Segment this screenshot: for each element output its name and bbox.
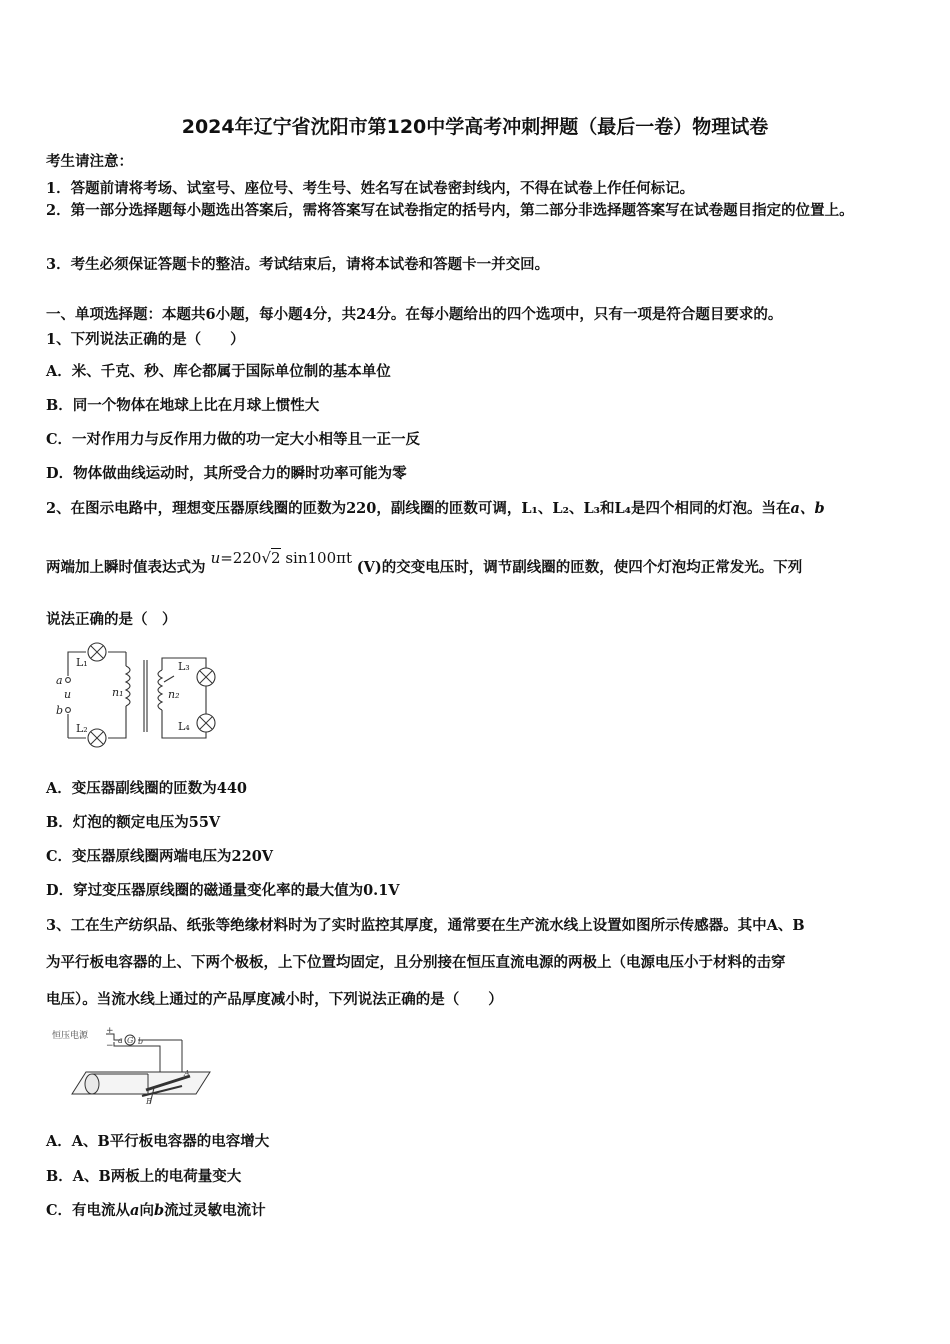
q1-option-b[interactable]: B．同一个物体在地球上比在月球上惯性大 [46, 397, 320, 414]
label-n1: n₁ [112, 686, 124, 699]
label-plate-a: A [184, 1069, 190, 1078]
label-q3-b: b [138, 1037, 144, 1046]
q2-option-c[interactable]: C．变压器原线圈两端电压为220V [46, 848, 274, 865]
q1-stem: 1、下列说法正确的是（ ） [46, 331, 245, 348]
q3-option-b[interactable]: B．A、B两板上的电荷量变大 [46, 1168, 242, 1185]
q3-c-mid: 向 [139, 1202, 154, 1219]
q1-option-a[interactable]: A．米、千克、秒、库仑都属于国际单位制的基本单位 [46, 363, 391, 380]
notice-item-2: 2．第一部分选择题每小题选出答案后，需将答案写在试卷指定的括号内，第二部分非选择题答案写在试卷题目指定的位置上。 [46, 202, 854, 219]
label-q3-a: a [118, 1036, 123, 1045]
q2-option-b[interactable]: B．灯泡的额定电压为55V [46, 814, 221, 831]
transformer-circuit-figure [48, 640, 228, 752]
q2-stem-tail: (V)的交变电压时，调节副线圈的匝数，使四个灯泡均正常发光。下列 [356, 559, 803, 576]
q3-stem-line3: 电压）。当流水线上通过的产品厚度减小时，下列说法正确的是（ ） [46, 991, 503, 1008]
q2-stem-lead: 两端加上瞬时值表达式为 [46, 559, 206, 576]
label-b: b [56, 704, 64, 717]
q3-stem-line2: 为平行板电容器的上、下两个极板，上下位置均固定，且分别接在恒压直流电源的两极上（电源电压小于材料的击穿 [46, 954, 786, 971]
label-l2: L₂ [76, 722, 88, 735]
section-heading: 一、单项选择题：本题共6小题，每小题4分，共24分。在每小题给出的四个选项中，只有一项是符合题目要求的。 [46, 306, 783, 323]
terminal-a-icon [66, 678, 71, 683]
formula-sin: sin100πt [285, 549, 353, 567]
notice-heading: 考生请注意： [46, 153, 133, 170]
label-plus: + [106, 1026, 114, 1036]
q2-stem-line1 [46, 497, 825, 518]
capacitor-sensor-figure [50, 1024, 220, 1106]
q2-stem-line2 [46, 549, 803, 577]
notice-item-1: 1．答题前请将考场、试室号、座位号、考生号、姓名写在试卷密封线内，不得在试卷上作任何标记。 [46, 180, 695, 197]
terminal-b-icon [66, 708, 71, 713]
label-a: a [56, 674, 63, 687]
label-l4: L₄ [178, 720, 190, 733]
label-n2: n₂ [168, 688, 180, 701]
label-minus: − [106, 1041, 114, 1051]
label-l1: L₁ [76, 656, 88, 669]
q2-stem-ab: a、b [790, 500, 825, 517]
exam-title: 2024年辽宁省沈阳市第120中学高考冲刺押题（最后一卷）物理试卷 [181, 116, 769, 138]
q3-c-pre: C．有电流从 [46, 1202, 131, 1219]
label-q3-g: G [127, 1036, 134, 1045]
formula-u: u [210, 549, 221, 567]
q3-option-c[interactable] [46, 1199, 266, 1220]
label-l3: L₃ [178, 660, 190, 673]
sqrt-symbol-icon: √ [261, 549, 271, 567]
q3-c-b: b [153, 1202, 165, 1219]
q1-option-c[interactable]: C．一对作用力与反作用力做的功一定大小相等且一正一反 [46, 431, 421, 448]
q3-c-a: a [130, 1202, 140, 1219]
q2-stem-line3: 说法正确的是（ ） [46, 611, 177, 628]
q2-option-d[interactable]: D．穿过变压器原线圈的磁通量变化率的最大值为0.1V [46, 882, 400, 899]
label-u: u [64, 688, 72, 701]
voltage-formula [211, 549, 357, 567]
label-power-source: 恒压电源 [52, 1031, 89, 1041]
formula-eq: =220 [220, 549, 262, 567]
label-plate-b: B [146, 1097, 152, 1106]
q3-option-a[interactable]: A．A、B平行板电容器的电容增大 [46, 1133, 270, 1150]
q2-stem-text: 2、在图示电路中，理想变压器原线圈的匝数为220，副线圈的匝数可调，L₁、L₂、L₃和L₄是四个相同的灯泡。当在 [46, 500, 791, 517]
q3-c-post: 流过灵敏电流计 [164, 1202, 266, 1219]
formula-sqrt: 2 [271, 549, 281, 567]
notice-item-3: 3．考生必须保证答题卡的整洁。考试结束后，请将本试卷和答题卡一并交回。 [46, 256, 550, 273]
q3-stem-line1: 3、工在生产纺织品、纸张等绝缘材料时为了实时监控其厚度，通常要在生产流水线上设置如图所示传感器。其中A、B [46, 917, 805, 934]
q1-option-d[interactable]: D．物体做曲线运动时，其所受合力的瞬时功率可能为零 [46, 465, 407, 482]
q2-option-a[interactable]: A．变压器副线圈的匝数为440 [46, 780, 248, 797]
